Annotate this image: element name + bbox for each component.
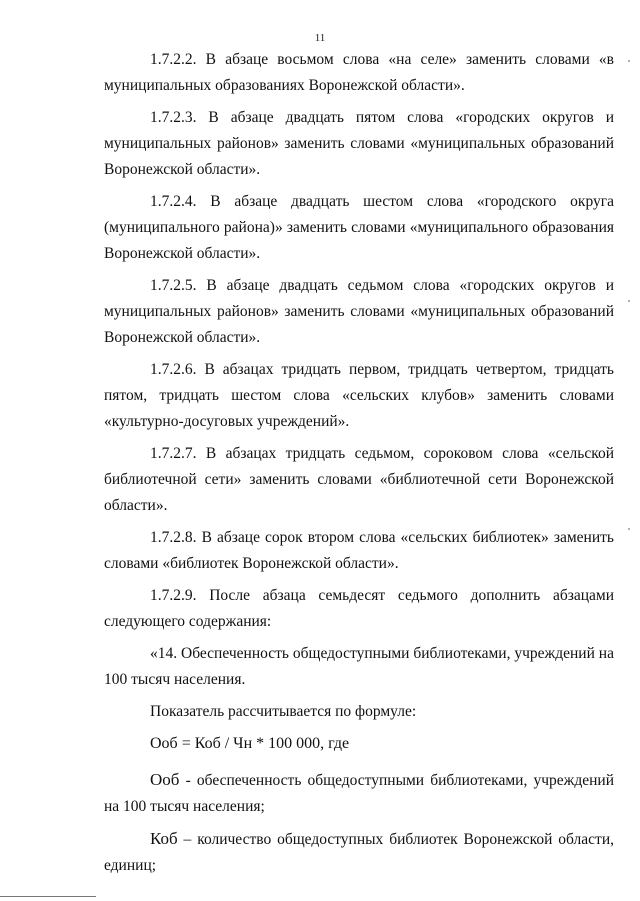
- document-body: [104, 47, 614, 885]
- paragraph-1-7-2-5: 1.7.2.5. В абзаце двадцать седьмом слова «городских округов и муниципальных районов» заменить словами «муниципальных образований Воронежской области».: [104, 277, 614, 346]
- definition-text: – количество общедоступных библиотек Воронежской области, единиц;: [104, 831, 614, 874]
- paragraph-1-7-2-7: 1.7.2.7. В абзацах тридцать седьмом, сороковом слова «сельской библиотечной сети» заменить словами «библиотечной сети Воронежской области».: [104, 445, 614, 514]
- scan-speck: [628, 528, 630, 530]
- formula: Ооб = Коб / Чн * 100 000, где: [150, 735, 350, 752]
- paragraph-1-7-2-8: 1.7.2.8. В абзаце сорок втором слова «сельских библиотек» заменить словами «библиотек Воронежской области».: [104, 529, 614, 572]
- paragraph-1-7-2-9: 1.7.2.9. После абзаца семьдесят седьмого дополнить абзацами следующего содержания:: [104, 587, 614, 630]
- paragraph-1-7-2-3: 1.7.2.3. В абзаце двадцать пятом слова «городских округов и муниципальных районов» заменить словами «муниципальных образований Воронежской области».: [104, 109, 614, 178]
- scan-speck: [628, 300, 630, 302]
- scan-speck: [628, 60, 630, 62]
- page-number: 11: [314, 32, 326, 44]
- formula-intro: Показатель рассчитывается по формуле:: [150, 703, 417, 720]
- definition-term: Ооб: [150, 770, 180, 789]
- definition-term: Коб: [150, 829, 178, 848]
- scan-edge-line: [0, 896, 96, 897]
- definition-text: - обеспеченность общедоступными библиотеками, учреждений на 100 тысяч населения;: [104, 772, 614, 815]
- paragraph-1-7-2-6: 1.7.2.6. В абзацах тридцать первом, тридцать четвертом, тридцать пятом, тридцать шестом слова «сельских клубов» заменить словами «культурно-досуговых учреждений».: [104, 361, 614, 430]
- paragraph-1-7-2-4: 1.7.2.4. В абзаце двадцать шестом слова «городского округа (муниципального района)» заменить словами «муниципального образования Воронежской области».: [104, 193, 614, 262]
- paragraph-1-7-2-2: 1.7.2.2. В абзаце восьмом слова «на селе» заменить словами «в муниципальных образованиях Воронежской области».: [104, 51, 614, 94]
- definition-kob: [104, 826, 614, 879]
- definition-oob: [104, 767, 614, 820]
- indicator-14-paragraph: «14. Обеспеченность общедоступными библиотеками, учреждений на 100 тысяч населения.: [104, 645, 614, 688]
